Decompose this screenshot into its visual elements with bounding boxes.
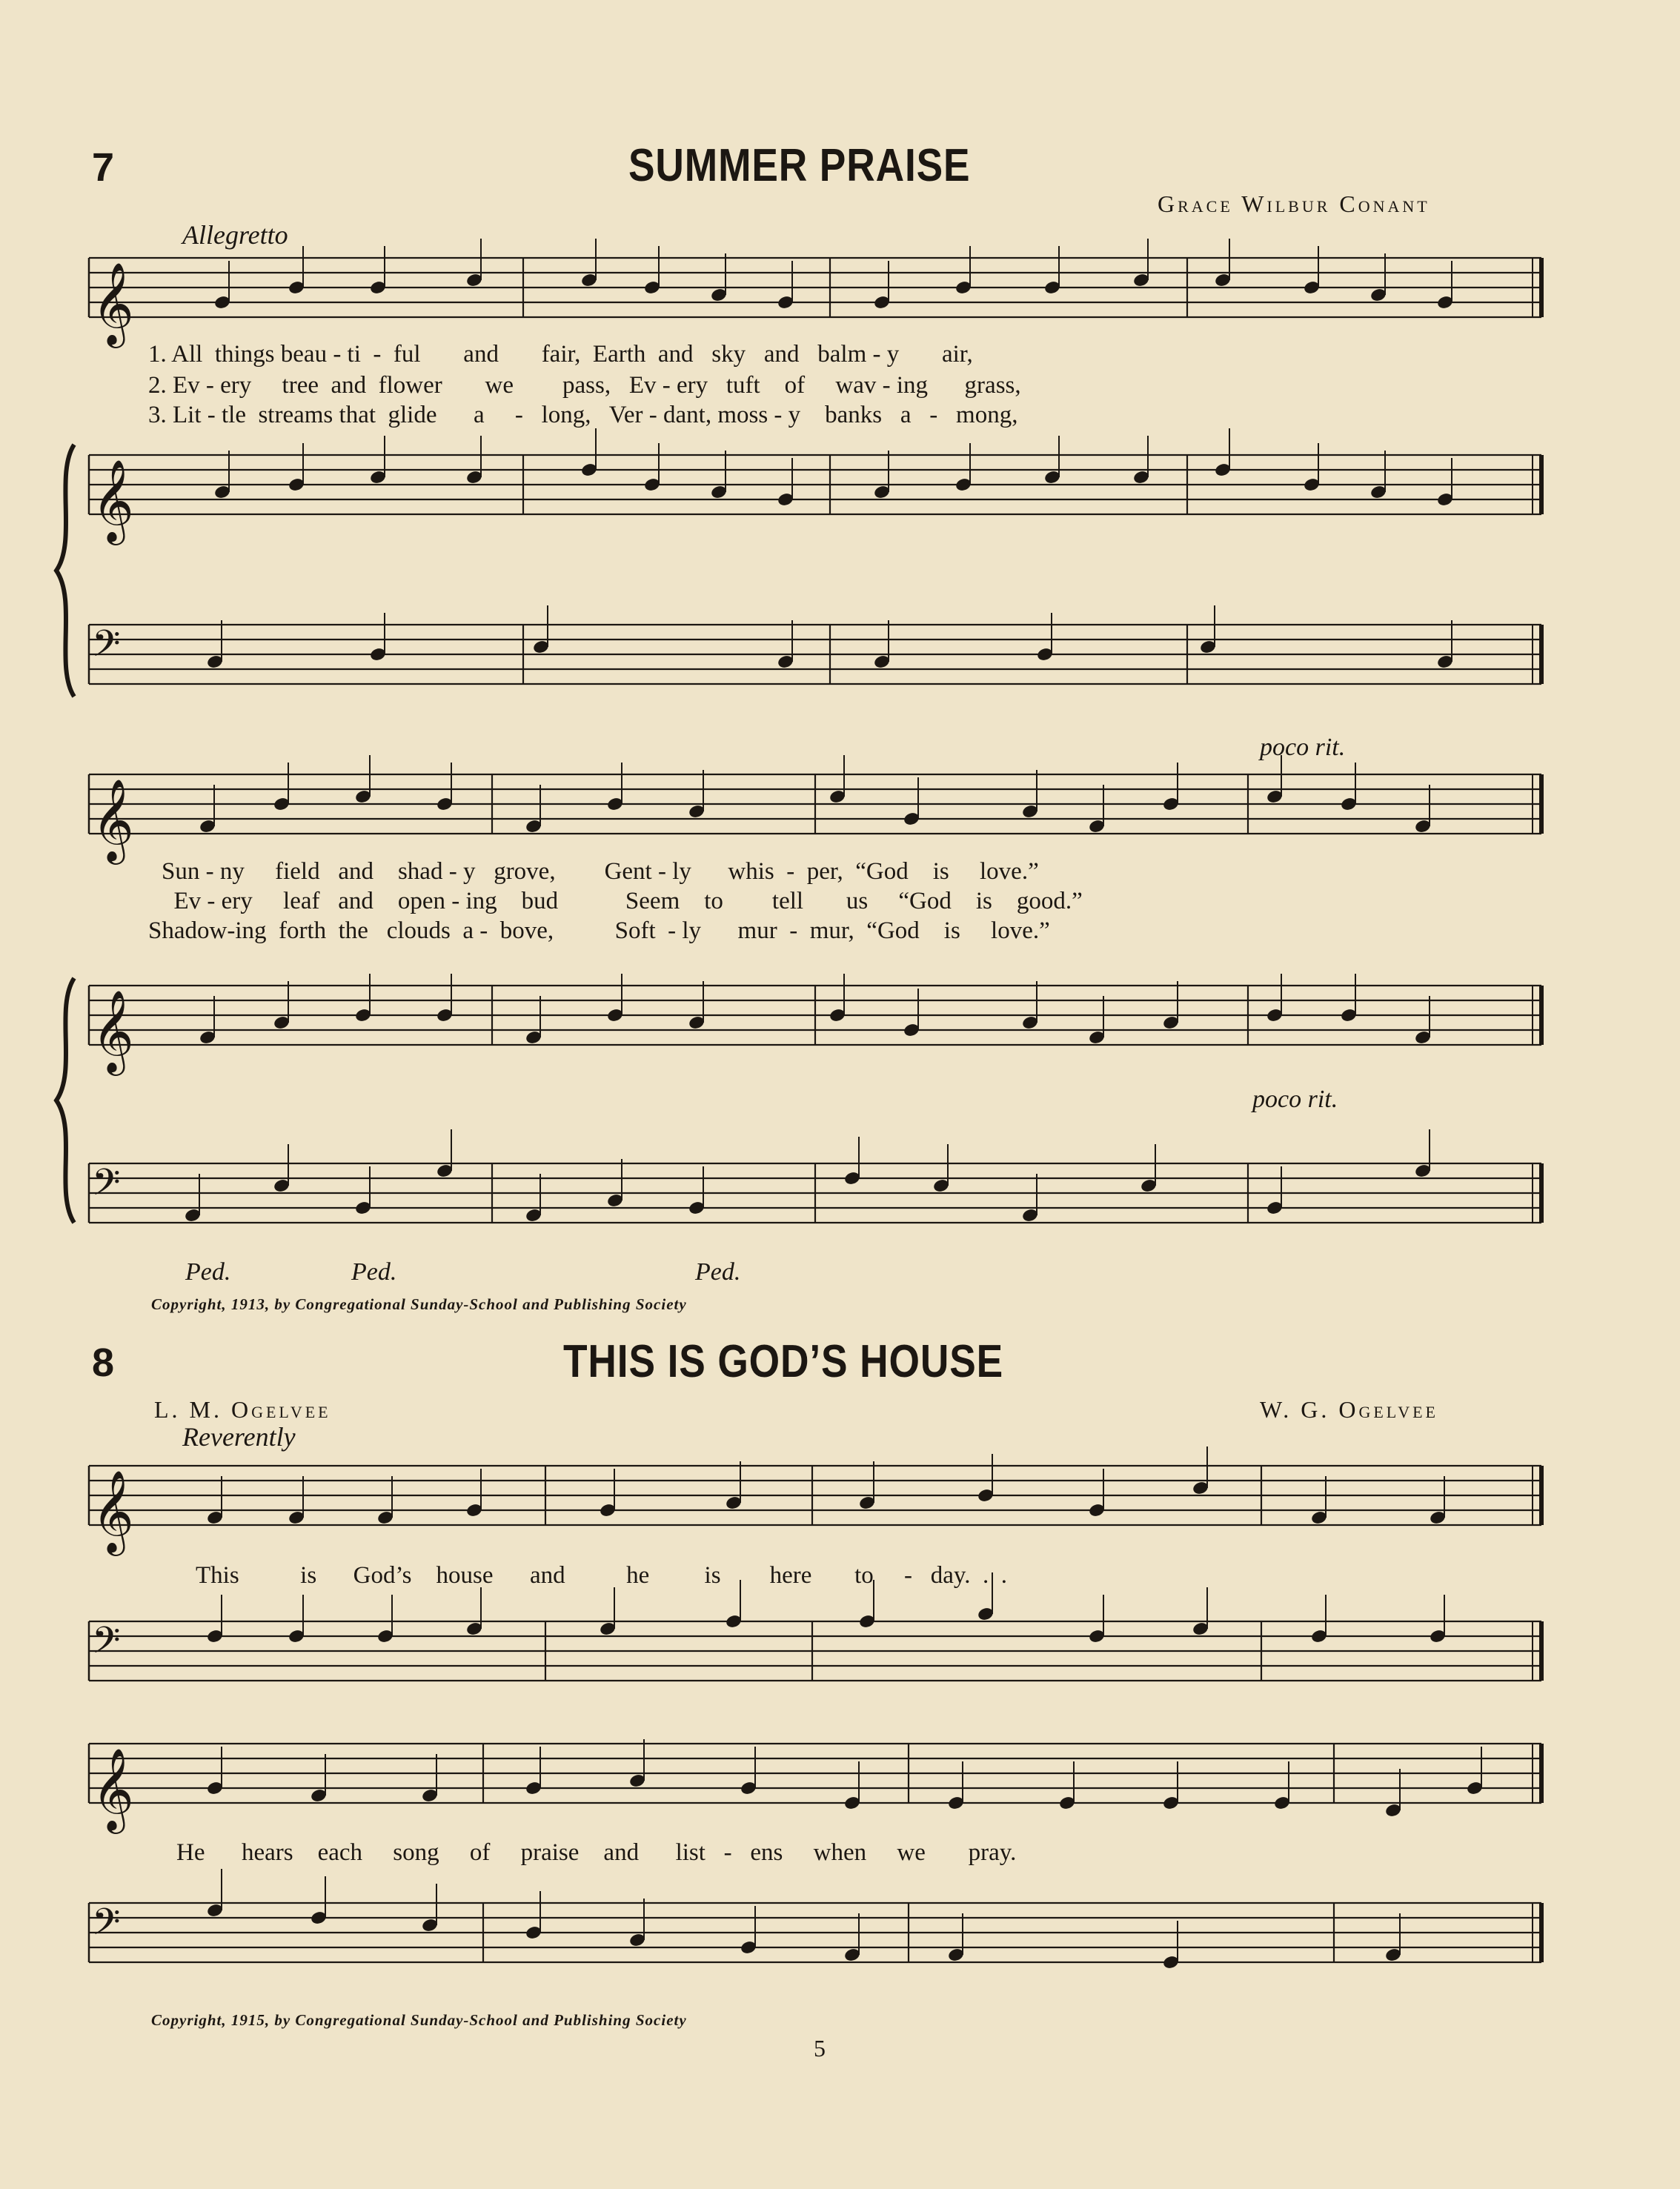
- treble-clef-icon: 𝄞: [92, 1747, 134, 1830]
- lyric-line-1: This is God’s house and he is here to - day. . .: [196, 1562, 1008, 1589]
- treble-clef-icon: 𝄞: [92, 778, 134, 861]
- poco-rit-marking-bass: poco rit.: [1252, 1086, 1338, 1113]
- composer-credit: Grace Wilbur Conant: [1158, 190, 1430, 217]
- pedal-mark: Ped.: [185, 1258, 231, 1286]
- pedal-mark: Ped.: [695, 1258, 741, 1286]
- bass-clef-icon: 𝄢: [92, 1161, 121, 1213]
- bass-clef-icon: 𝄢: [92, 1619, 121, 1671]
- hymn-title-gods-house: THIS IS GOD’S HOUSE: [563, 1336, 1004, 1387]
- brace-icon: [56, 978, 74, 1223]
- lyric-verse-1-line-2: Sun - ny field and shad - y grove, Gent - ly whis - per, “God is love.”: [162, 858, 1039, 885]
- composer-credit: W. G. Ogelvee: [1260, 1396, 1438, 1423]
- pedal-mark: Ped.: [351, 1258, 397, 1286]
- lyric-verse-3: 3. Lit - tle streams that glide a - long, Ver - dant, moss - y banks a - mong,: [148, 402, 1018, 428]
- copyright-notice: Copyright, 1913, by Congregational Sunday-School and Publishing Society: [151, 1295, 687, 1313]
- lyric-verse-2-line-2: Ev - ery leaf and open - ing bud Seem to tell us “God is good.”: [162, 888, 1083, 914]
- bass-clef-icon: 𝄢: [92, 1901, 121, 1953]
- treble-clef-icon: 𝄞: [92, 459, 134, 542]
- lyric-verse-2: 2. Ev - ery tree and flower we pass, Ev - ery tuft of wav - ing grass,: [148, 372, 1021, 399]
- lyric-verse-3-line-2: Shadow-ing forth the clouds a - bove, Soft - ly mur - mur, “God is love.”: [148, 917, 1050, 944]
- lyricist-credit: L. M. Ogelvee: [154, 1396, 331, 1423]
- lyric-line-2: He hears each song of praise and list - ens when we pray.: [176, 1839, 1017, 1866]
- lyric-verse-1: 1. All things beau - ti - ful and fair, Earth and sky and balm - y air,: [148, 341, 973, 368]
- hymn-number-7: 7: [92, 145, 115, 190]
- hymn-number-8: 8: [92, 1341, 115, 1385]
- copyright-notice: Copyright, 1915, by Congregational Sunday-School and Publishing Society: [151, 2011, 687, 2029]
- bass-clef-icon: 𝄢: [92, 622, 121, 674]
- treble-clef-icon: 𝄞: [92, 262, 134, 345]
- page-number: 5: [814, 2035, 826, 2062]
- treble-clef-icon: 𝄞: [92, 989, 134, 1072]
- tempo-marking: Allegretto: [182, 220, 288, 250]
- tempo-marking: Reverently: [182, 1422, 296, 1452]
- poco-rit-marking: poco rit.: [1260, 734, 1346, 761]
- treble-clef-icon: 𝄞: [92, 1469, 134, 1552]
- hymn-title-summer-praise: SUMMER PRAISE: [628, 140, 971, 191]
- brace-icon: [56, 445, 74, 697]
